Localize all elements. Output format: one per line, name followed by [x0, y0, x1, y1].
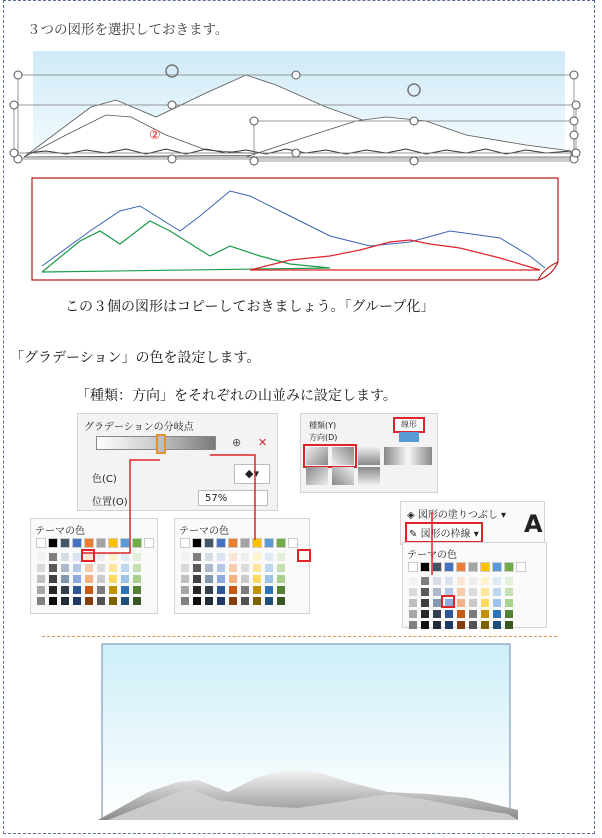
fill-label: 図形の塗りつぶし [417, 510, 498, 521]
color-swatch[interactable] [229, 597, 237, 605]
theme-palette-2 [174, 518, 310, 614]
color-swatch[interactable] [481, 610, 489, 618]
color-swatch[interactable] [433, 599, 441, 607]
add-stop-icon[interactable]: ⊕ [232, 436, 242, 449]
color-swatch[interactable] [193, 575, 201, 583]
color-swatch[interactable] [445, 577, 453, 585]
color-swatch[interactable] [217, 539, 225, 547]
selected-swatch-highlight [81, 549, 95, 562]
color-swatch[interactable] [481, 588, 489, 596]
color-swatch[interactable] [121, 597, 129, 605]
color-swatch[interactable] [421, 610, 429, 618]
color-swatch[interactable] [409, 599, 417, 607]
color-swatch[interactable] [493, 621, 501, 629]
color-swatch[interactable] [409, 577, 417, 585]
color-swatch[interactable] [457, 621, 465, 629]
color-swatch[interactable] [205, 586, 213, 594]
color-swatch[interactable] [37, 539, 45, 547]
color-swatch[interactable] [457, 610, 465, 618]
color-swatch[interactable] [505, 610, 513, 618]
color-swatch[interactable] [121, 553, 129, 561]
color-swatch[interactable] [421, 563, 429, 571]
color-swatch[interactable] [241, 575, 249, 583]
color-swatch[interactable] [277, 575, 285, 583]
color-swatch[interactable] [85, 539, 93, 547]
color-swatch[interactable] [97, 564, 105, 572]
step-heading: ３つの図形を選択しておきます。 [27, 22, 229, 38]
color-swatch[interactable] [193, 597, 201, 605]
fill-button[interactable]: ◈ 図形の塗りつぶし ▾ [407, 510, 507, 521]
color-swatch[interactable] [73, 575, 81, 583]
color-swatch[interactable] [265, 539, 273, 547]
color-swatch[interactable] [49, 553, 57, 561]
color-swatch[interactable] [505, 577, 513, 585]
color-swatch[interactable] [409, 588, 417, 596]
color-swatch[interactable] [193, 564, 201, 572]
color-swatch[interactable] [253, 586, 261, 594]
color-picker-button[interactable]: ◆▾ [234, 464, 270, 484]
color-swatch[interactable] [61, 597, 69, 605]
color-swatch[interactable] [253, 564, 261, 572]
color-swatch[interactable] [121, 575, 129, 583]
color-swatch[interactable] [133, 539, 141, 547]
preset-4[interactable] [384, 447, 406, 465]
color-swatch[interactable] [469, 621, 477, 629]
color-swatch[interactable] [73, 539, 81, 547]
color-swatch[interactable] [277, 564, 285, 572]
color-swatch[interactable] [469, 577, 477, 585]
color-swatch[interactable] [457, 599, 465, 607]
color-swatch[interactable] [73, 553, 81, 561]
color-swatch[interactable] [409, 563, 417, 571]
color-swatch[interactable] [469, 610, 477, 618]
section-divider [42, 636, 557, 637]
gradient-stops-panel [77, 413, 278, 511]
color-swatch[interactable] [229, 539, 237, 547]
type-direction-panel [300, 413, 438, 493]
color-swatch[interactable] [481, 621, 489, 629]
color-swatch[interactable] [181, 597, 189, 605]
color-swatch[interactable] [217, 597, 225, 605]
color-swatch[interactable] [97, 575, 105, 583]
color-swatch[interactable] [265, 597, 273, 605]
color-swatch[interactable] [253, 539, 261, 547]
color-swatch[interactable] [109, 575, 117, 583]
type-direction-note: 「種類：方向」をそれぞれの山並みに設定します。 [76, 388, 397, 404]
color-swatch[interactable] [229, 553, 237, 561]
color-swatch[interactable] [433, 610, 441, 618]
color-swatch[interactable] [61, 575, 69, 583]
color-swatch[interactable] [37, 597, 45, 605]
color-swatch[interactable] [241, 597, 249, 605]
color-swatch[interactable] [433, 577, 441, 585]
gradient-stop-handle[interactable] [156, 434, 166, 454]
color-swatch[interactable] [253, 597, 261, 605]
color-swatch[interactable] [73, 597, 81, 605]
theme-palette-1 [30, 518, 158, 614]
color-swatch[interactable] [133, 586, 141, 594]
color-swatch[interactable] [229, 575, 237, 583]
color-swatch[interactable] [505, 621, 513, 629]
color-swatch[interactable] [109, 586, 117, 594]
color-swatch[interactable] [49, 597, 57, 605]
color-swatch[interactable] [109, 597, 117, 605]
color-swatch[interactable] [421, 621, 429, 629]
color-swatch[interactable] [37, 586, 45, 594]
color-swatch[interactable] [217, 564, 225, 572]
color-swatch[interactable] [517, 563, 525, 571]
color-swatch[interactable] [445, 621, 453, 629]
color-swatch[interactable] [193, 553, 201, 561]
preset-8[interactable] [358, 467, 380, 485]
theme-color-title: テーマの色 [179, 526, 229, 537]
color-swatch[interactable] [493, 610, 501, 618]
color-swatch[interactable] [133, 564, 141, 572]
color-swatch[interactable] [229, 564, 237, 572]
type-select[interactable]: 線形 [393, 417, 425, 433]
color-swatch[interactable] [109, 553, 117, 561]
color-swatch[interactable] [49, 586, 57, 594]
color-swatch[interactable] [493, 563, 501, 571]
gradient-heading: 「グラデーション」の色を設定します。 [10, 350, 261, 366]
gradient-mountains-illustration [88, 642, 526, 822]
color-swatch[interactable] [85, 575, 93, 583]
preset-7[interactable] [332, 467, 354, 485]
color-swatch[interactable] [265, 564, 273, 572]
color-swatch[interactable] [505, 599, 513, 607]
color-swatch[interactable] [457, 588, 465, 596]
color-swatch[interactable] [181, 539, 189, 547]
outline-label: 図形の枠線 [420, 529, 471, 540]
color-swatch[interactable] [181, 553, 189, 561]
color-swatch[interactable] [37, 564, 45, 572]
color-swatch[interactable] [217, 586, 225, 594]
color-swatch[interactable] [133, 575, 141, 583]
gradient-stops-label: グラデーションの分岐点 [84, 422, 194, 433]
color-swatch[interactable] [205, 564, 213, 572]
color-swatch[interactable] [421, 577, 429, 585]
theme-color-title: テーマの色 [35, 526, 85, 537]
preset-2[interactable] [332, 447, 354, 465]
color-swatch[interactable] [121, 586, 129, 594]
color-swatch[interactable] [97, 597, 105, 605]
color-swatch[interactable] [109, 564, 117, 572]
color-swatch[interactable] [217, 553, 225, 561]
color-swatch[interactable] [133, 553, 141, 561]
color-swatch[interactable] [493, 599, 501, 607]
color-swatch[interactable] [457, 563, 465, 571]
color-swatch[interactable] [277, 539, 285, 547]
preset-3[interactable] [358, 447, 380, 465]
color-swatch[interactable] [37, 575, 45, 583]
color-swatch[interactable] [241, 553, 249, 561]
theme-color-title: テーマの色 [407, 550, 457, 561]
direction-select[interactable] [399, 432, 419, 442]
color-swatch[interactable] [37, 553, 45, 561]
remove-stop-icon[interactable]: ✕ [258, 436, 268, 449]
color-swatch[interactable] [421, 588, 429, 596]
color-swatch[interactable] [433, 563, 441, 571]
selected-swatch-highlight [297, 549, 311, 562]
color-swatch[interactable] [289, 539, 297, 547]
direction-label: 方向(D) [309, 433, 338, 442]
position-label: 位置(O) [92, 497, 128, 508]
circle-number-label: ② [149, 128, 161, 143]
color-swatch[interactable] [277, 553, 285, 561]
color-swatch[interactable] [493, 588, 501, 596]
color-swatch[interactable] [469, 599, 477, 607]
color-swatch[interactable] [121, 539, 129, 547]
color-swatch[interactable] [265, 553, 273, 561]
color-swatch[interactable] [205, 575, 213, 583]
copy-note: この３個の図形はコピーしておきましょう。「グループ化」 [65, 299, 435, 315]
color-swatch[interactable] [61, 564, 69, 572]
color-swatch[interactable] [85, 597, 93, 605]
color-swatch[interactable] [433, 588, 441, 596]
color-swatch[interactable] [133, 597, 141, 605]
color-swatch[interactable] [265, 586, 273, 594]
theme-palette-3 [402, 542, 547, 628]
outline-button[interactable]: ✎ 図形の枠線 ▾ [405, 522, 483, 543]
position-input[interactable]: 57% [198, 490, 268, 506]
color-label: 色(C) [92, 474, 117, 485]
color-swatch[interactable] [73, 586, 81, 594]
color-swatch[interactable] [481, 599, 489, 607]
color-swatch[interactable] [241, 586, 249, 594]
color-swatch[interactable] [433, 621, 441, 629]
color-swatch[interactable] [229, 586, 237, 594]
shape-format-toolbar [400, 501, 545, 545]
color-swatch[interactable] [121, 564, 129, 572]
color-swatch[interactable] [61, 539, 69, 547]
color-swatch[interactable] [505, 588, 513, 596]
color-swatch[interactable] [481, 563, 489, 571]
color-swatch[interactable] [193, 586, 201, 594]
color-swatch[interactable] [409, 610, 417, 618]
color-swatch[interactable] [61, 586, 69, 594]
color-swatch[interactable] [205, 597, 213, 605]
selected-swatch-highlight [441, 595, 455, 608]
color-swatch[interactable] [253, 553, 261, 561]
color-swatch[interactable] [481, 577, 489, 585]
color-swatch[interactable] [181, 575, 189, 583]
color-swatch[interactable] [253, 575, 261, 583]
preset-1[interactable] [306, 447, 328, 465]
color-swatch[interactable] [97, 553, 105, 561]
color-swatch[interactable] [469, 563, 477, 571]
color-swatch[interactable] [181, 586, 189, 594]
color-swatch[interactable] [109, 539, 117, 547]
color-swatch[interactable] [469, 588, 477, 596]
color-swatch[interactable] [85, 564, 93, 572]
color-swatch[interactable] [217, 575, 225, 583]
color-swatch[interactable] [457, 577, 465, 585]
color-swatch[interactable] [505, 563, 513, 571]
color-swatch[interactable] [97, 539, 105, 547]
color-swatch[interactable] [85, 586, 93, 594]
type-label: 種類(Y) [309, 421, 337, 430]
selected-mountains-illustration[interactable] [6, 45, 588, 175]
outlined-mountains-paper [30, 176, 564, 284]
color-swatch[interactable] [445, 563, 453, 571]
color-swatch[interactable] [241, 564, 249, 572]
color-swatch[interactable] [445, 610, 453, 618]
color-swatch[interactable] [421, 599, 429, 607]
color-swatch[interactable] [277, 597, 285, 605]
text-style-letter[interactable]: A [524, 510, 543, 538]
color-swatch[interactable] [265, 575, 273, 583]
color-swatch[interactable] [181, 564, 189, 572]
color-swatch[interactable] [493, 577, 501, 585]
color-swatch[interactable] [409, 621, 417, 629]
color-swatch[interactable] [205, 539, 213, 547]
preset-6[interactable] [306, 467, 328, 485]
color-swatch[interactable] [193, 539, 201, 547]
color-swatch[interactable] [97, 586, 105, 594]
color-swatch[interactable] [73, 564, 81, 572]
color-swatch[interactable] [241, 539, 249, 547]
color-swatch[interactable] [145, 539, 153, 547]
color-swatch[interactable] [277, 586, 285, 594]
color-swatch[interactable] [49, 539, 57, 547]
color-swatch[interactable] [49, 575, 57, 583]
direction-presets[interactable] [306, 447, 434, 485]
preset-5[interactable] [410, 447, 432, 465]
color-swatch[interactable] [61, 553, 69, 561]
color-swatch[interactable] [49, 564, 57, 572]
color-swatch[interactable] [205, 553, 213, 561]
